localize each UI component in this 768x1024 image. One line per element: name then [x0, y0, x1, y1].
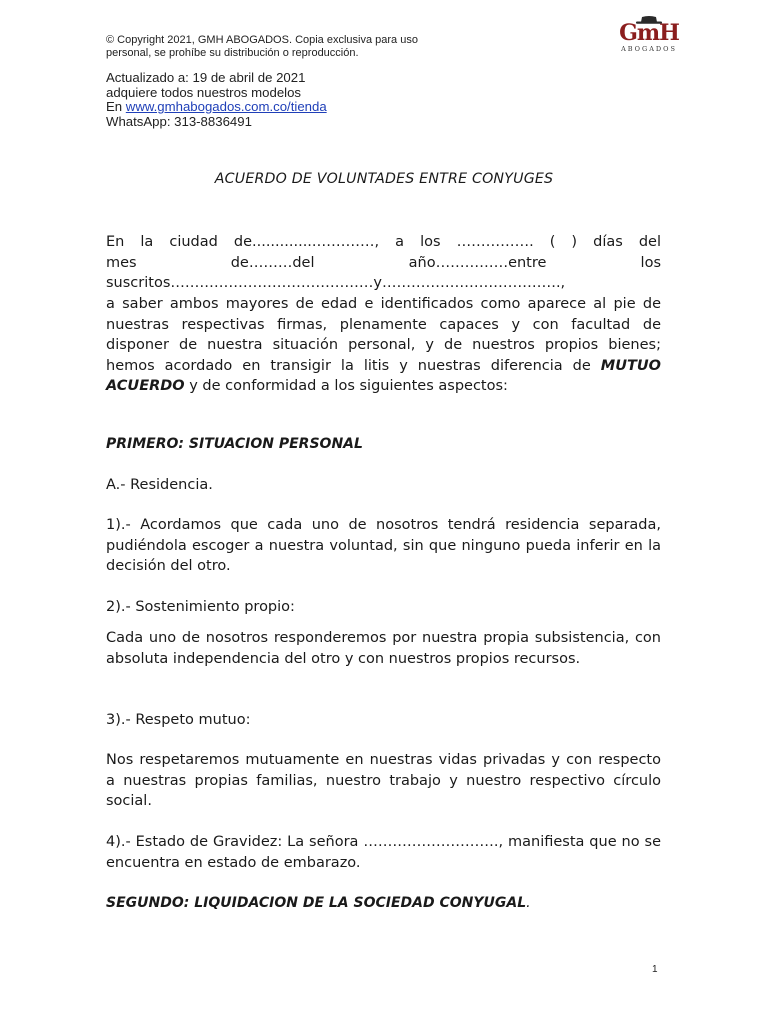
- section-2-title: SEGUNDO: LIQUIDACION DE LA SOCIEDAD CONYUGAL: [106, 895, 527, 911]
- update-info: [106, 71, 526, 129]
- gmh-logo: [611, 16, 687, 56]
- item-4-paragraph: 4).- Estado de Gravidez: La señora ………………………., manifiesta que no se encuentra en estado de embarazo.: [106, 834, 661, 871]
- intro-text-before: a saber ambos mayores de edad e identificados como aparece al pie de nuestras respectivas firmas, plenamente capaces y con facultad de disponer de nuestra situación personal, y de nuestros propios bienes; hemos acordado en transigir la litis y nuestras diferencia de: [106, 296, 661, 374]
- store-line: [106, 100, 526, 115]
- intro-line-1: En la ciudad de..............…………, a los ……………. ( ) días del: [106, 234, 661, 250]
- item-3-body: Nos respetaremos mutuamente en nuestras vidas privadas y con respecto a nuestras propias familias, nuestro trabajo y nuestro respectivo círculo social.: [106, 752, 661, 810]
- intro-line-3: suscritos……………………………………y……………………………….,: [106, 275, 566, 291]
- item-3-title: 3).- Respeto mutuo:: [106, 712, 251, 728]
- logo-mark: GmH: [619, 20, 679, 46]
- section-1-heading: PRIMERO: SITUACION PERSONAL: [106, 436, 363, 452]
- page-number: 1: [652, 964, 658, 975]
- section-2-heading: [106, 894, 661, 912]
- store-link[interactable]: www.gmhabogados.com.co/tienda: [125, 99, 327, 115]
- item-1-paragraph: 1).- Acordamos que cada uno de nosotros tendrá residencia separada, pudiéndola escoger a nuestra voluntad, sin que ninguno pueda inferir en la decisión del otro.: [106, 517, 661, 575]
- copyright-line-2: personal, se prohíbe su distribución o reproducción.: [106, 47, 359, 59]
- store-prefix: En: [106, 99, 126, 115]
- intro-line-2: mes de………del año……………entre los: [106, 255, 661, 271]
- item-2-title: 2).- Sostenimiento propio:: [106, 599, 295, 615]
- section-2-suffix: .: [526, 895, 531, 911]
- subsection-a-residencia: A.- Residencia.: [106, 477, 213, 493]
- logo-subtitle: ABOGADOS: [621, 45, 677, 53]
- copyright-line-1: © Copyright 2021, GMH ABOGADOS. Copia exclusiva para uso: [106, 34, 418, 46]
- whatsapp-number: WhatsApp: 313-8836491: [106, 113, 252, 129]
- document-title: ACUERDO DE VOLUNTADES ENTRE CONYUGES: [214, 171, 554, 187]
- intro-paragraph: [106, 294, 661, 397]
- mutuo-acuerdo-emphasis: MUTUO ACUERDO: [106, 357, 661, 395]
- updated-date: Actualizado a: 19 de abril de 2021: [106, 70, 306, 85]
- intro-text-after: y de conformidad a los siguientes aspectos:: [184, 378, 508, 395]
- copyright-notice: [106, 34, 546, 60]
- item-2-body: Cada uno de nosotros responderemos por nuestra propia subsistencia, con absoluta independencia del otro y con nuestros propios recursos.: [106, 630, 661, 667]
- acquire-text: adquiere todos nuestros modelos: [106, 84, 302, 100]
